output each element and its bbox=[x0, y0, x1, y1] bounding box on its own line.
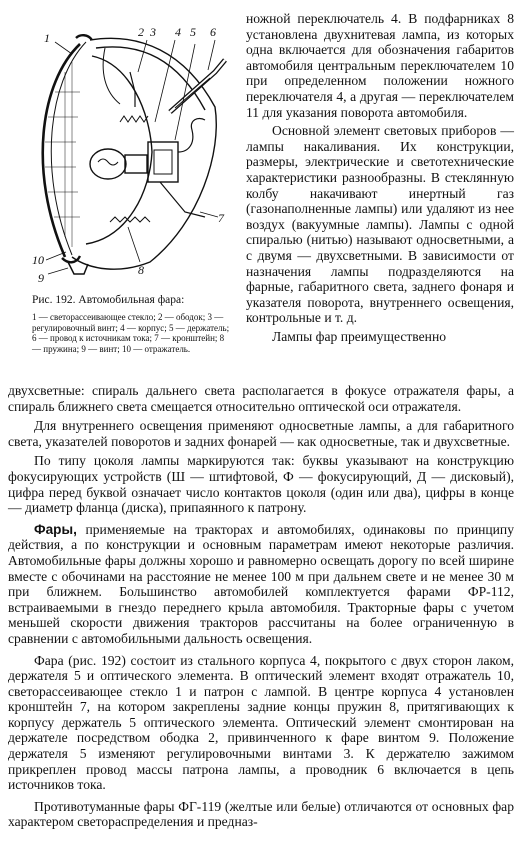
figure-label-5: 5 bbox=[190, 25, 196, 39]
figure-label-7: 7 bbox=[218, 211, 224, 225]
figure-legend: 1 — светорассеивающее стекло; 2 — ободок; 3 — регулировочный винт; 4 — корпус; 5 — держатель; 6 — провод к источникам тока; 7 — кронштейн; 8 — пружина; 9 — винт; 10 — отражатель. bbox=[32, 312, 230, 354]
paragraph-fog-lamps: Противотуманные фары ФГ-119 (желтые или белые) отличаются от основных фар характером светораспределения и предназ- bbox=[8, 798, 514, 830]
paragraph-headlamp-lamps-start: Лампы фар преимущественно bbox=[272, 328, 447, 344]
figure-caption: Рис. 192. Автомобильная фара: bbox=[32, 294, 185, 306]
figure-label-3: 3 bbox=[150, 25, 156, 39]
figure-label-6: 6 bbox=[210, 25, 216, 39]
headlamp-figure bbox=[10, 12, 235, 292]
figure-label-1: 1 bbox=[44, 31, 50, 45]
paragraph-headlamps bbox=[8, 522, 514, 647]
figure-label-10: 10 bbox=[32, 253, 44, 267]
right-column bbox=[246, 11, 514, 344]
paragraph-interior-lights: Для внутреннего освещения применяют односветные лампы, а для габаритного света, указателей поворотов и задних фонарей — как односветные, так и двухсветные. bbox=[8, 418, 514, 449]
paragraph-lamps: Основной элемент световых приборов — лампы накаливания. Их конструкции, размеры, электрические и светотехнические характеристики разнообразны. В стеклянную колбу накачивают инертный газ (газонаполненные лампы) или удаляют из нее воздух (вакуумные лампы). Лампы с одной спиралью (нитью) называют односветными, а с двумя — двухсветными. В зависимости от назначения лампы подразделяются на фарные, габаритного света, заднего фонаря и указателя поворота, внутреннего освещения, контрольные и т. д. bbox=[246, 123, 514, 326]
body-text bbox=[8, 383, 514, 830]
paragraph-headlamp-construction: Фара (рис. 192) состоит из стального корпуса 4, покрытого с двух сторон лаком, держателя 5 и оптического элемента. В оптический элемент входят отражатель 10, светорассеивающее стекло 1 и патрон с лампой. В центре корпуса 4 установлен кронштейн 7, на котором закреплены задние концы пружин 8, притягивающих к корпусу держатель 5 оптического элемента. Оптический элемент смонтирован на держателе посредством ободка 2, привинченного к фаре винтом 9. Положение держателя 5 изменяют регулировочными винтами 3. К держателю зажимом прикреплен провод массы патрона лампы, а проводник 6 включается в цепь источников тока. bbox=[8, 652, 514, 793]
paragraph-headlamps-text: применяемые на тракторах и автомобилях, одинаковы по принципу действия, а по конструкции и основным параметрам имеют некоторые различия. Автомобильные фары должны хорошо и равномерно освещать дорогу по всей ширине вместе с обочинами на расстояние не менее 100 м при дальнем свете и не менее 30 м при ближнем. Большинство автомобилей комплектуется фарами ФР-112, встраиваемыми в гнездо переднего крыла автомобиля. Тракторные фары с учетом меньшей скорости движения тракторов рассчитаны на более ограниченную в сравнении с автомобильными дальность освещения. bbox=[8, 521, 514, 646]
figure-label-9: 9 bbox=[38, 271, 44, 285]
headlamp-drawing bbox=[10, 12, 235, 292]
paragraph-continued: ножной переключатель 4. В подфарниках 8 установлена двухнитевая лампа, из которых одна включается для обозначения габаритов автомобиля центральным переключателем 10 при определенном положении ножного переключателя 4, а другая — переключателем 11 для указания поворота автомобиля. bbox=[246, 11, 514, 120]
paragraph-base-marking: По типу цоколя лампы маркируются так: буквы указывают на конструкцию фокусирующих устройств (Ш — штифтовой, Ф — фокусирующий, Д — дисковый), цифра перед буквой означает число контактов цоколя (один или два), цифры в конце — диаметр фланца (диска), припаянного к патрону. bbox=[8, 453, 514, 516]
paragraph-headlamp-lamps-cont: двухсветные: спираль дальнего света располагается в фокусе отражателя фары, а спираль ближнего света смещается относительно оптической оси отражателя. bbox=[8, 383, 514, 414]
headlamps-lead-term: Фары, bbox=[34, 521, 77, 537]
figure-label-2: 2 bbox=[138, 25, 144, 39]
figure-label-8: 8 bbox=[138, 263, 144, 277]
figure-label-4: 4 bbox=[175, 25, 181, 39]
